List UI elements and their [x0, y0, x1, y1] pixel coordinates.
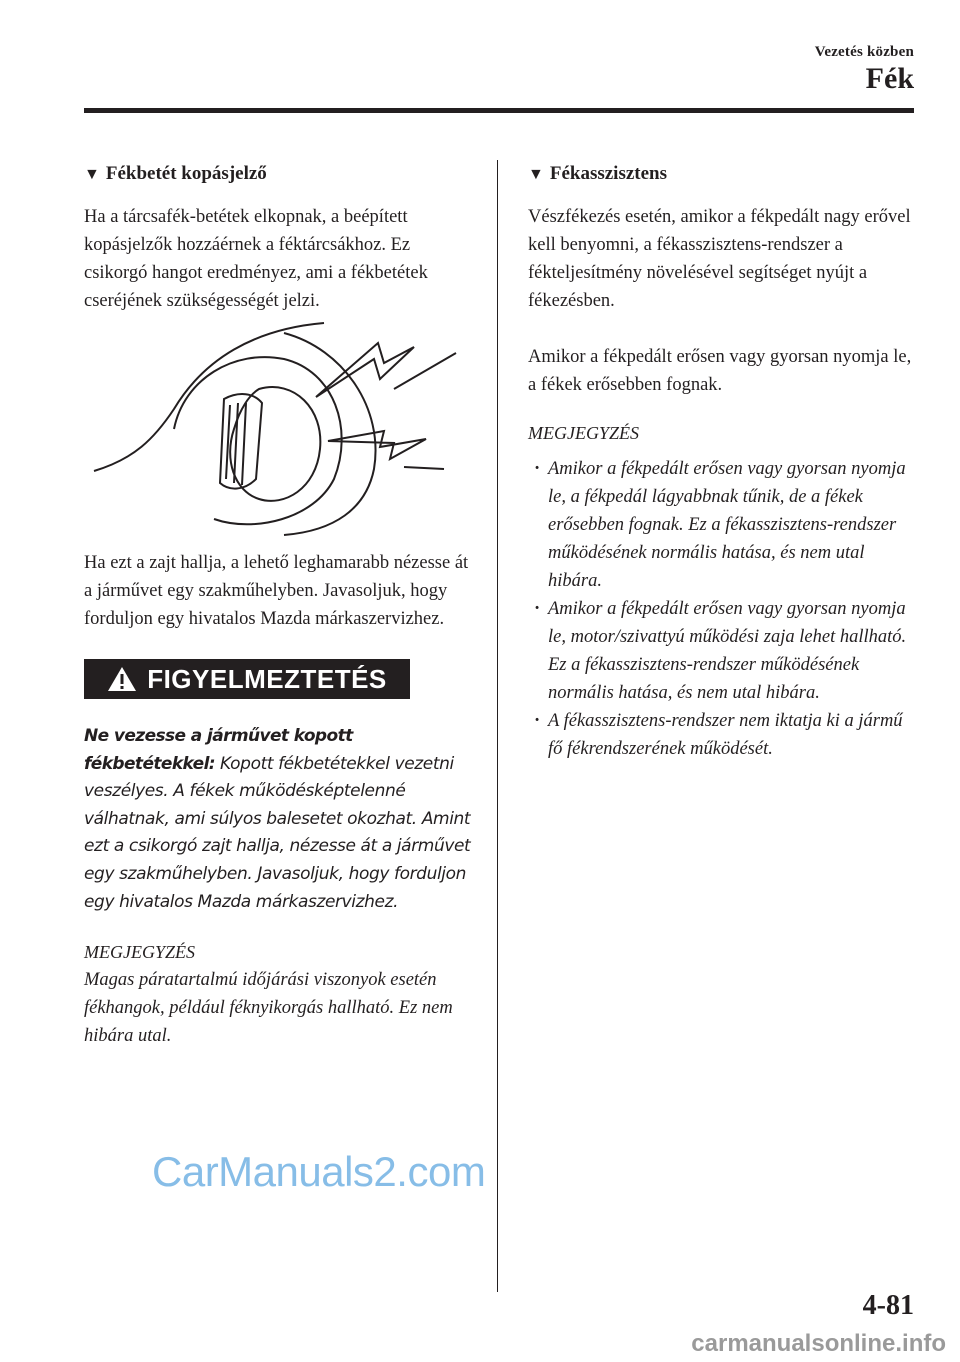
watermark: CarManuals2.com	[152, 1148, 486, 1195]
pad-wear-paragraph-1: Ha a tárcsafék-betétek elkopnak, a beépített kopásjelzők hozzáérnek a féktárcsákhoz. Ez csikorgó hangot eredményez, ami a fékbetétek cseréjének szükségességét jelzi.	[84, 207, 428, 311]
pad-wear-heading-text: Fékbetét kopásjelző	[105, 163, 267, 184]
warning-label: FIGYELMEZTETÉS	[147, 663, 387, 694]
chapter-label: Vezetés közben	[814, 44, 914, 60]
brake-assist-heading	[528, 160, 918, 189]
section-title: Fék	[865, 62, 914, 95]
warning-banner	[84, 659, 410, 699]
list-item: · Amikor a fékpedált erősen vagy gyorsan nyomja le, a fékpedál lágyabbnak tűnik, de a fékek erősebben fognak. Ez a fékasszisztens-rendszer működésének normális hatása, és nem utal hibára.	[528, 455, 918, 595]
page-number: 4-81	[862, 1290, 914, 1321]
warning-text	[84, 723, 476, 916]
warning-triangle-icon	[107, 666, 137, 692]
pad-wear-heading	[84, 160, 476, 189]
note-title-right: MEGJEGYZÉS	[528, 423, 639, 443]
triangle-down-icon: ▼	[84, 166, 100, 183]
note-title-left: MEGJEGYZÉS	[84, 942, 195, 963]
brake-assist-heading-text: Fékasszisztens	[549, 163, 667, 184]
list-item: · Amikor a fékpedált erősen vagy gyorsan nyomja le, motor/szivattyú működési zaja lehet hallható. Ez a fékasszisztens-rendszer működésének normális hatása, és nem utal hibára.	[528, 595, 918, 707]
list-item: · A fékasszisztens-rendszer nem iktatja ki a jármű fő fékrendszerének működését.	[528, 707, 918, 763]
footer-site-link[interactable]: carmanualsonline.info	[691, 1330, 946, 1357]
pad-wear-paragraph-2: Ha ezt a zajt hallja, a lehető leghamarabb nézesse át a járművet egy szakműhelyben. Javasoljuk, hogy forduljon egy hivatalos Mazda márkaszervizhez.	[84, 553, 469, 629]
brake-assist-paragraph-1: Vészfékezés esetén, amikor a fékpedált nagy erővel kell benyomni, a fékasszisztens-rendszer a fékteljesítmény növelésével segítséget nyújt a fékezésben.	[528, 207, 911, 311]
header-rule	[84, 108, 914, 113]
triangle-down-icon: ▼	[528, 166, 544, 183]
brake-wear-illustration	[84, 319, 476, 539]
right-column	[528, 160, 918, 763]
note-list	[528, 455, 918, 763]
brake-assist-paragraph-2: Amikor a fékpedált erősen vagy gyorsan nyomja le, a fékek erősebben fognak.	[528, 347, 912, 395]
note-text-left: Magas páratartalmú időjárási viszonyok esetén fékhangok, például féknyikorgás hallható. Ez nem hibára utal.	[84, 970, 453, 1047]
brake-disc-drawing	[84, 319, 476, 539]
column-divider	[497, 160, 498, 1292]
left-column	[84, 160, 476, 1050]
warning-body: Kopott fékbetétekkel vezetni veszélyes. A fékek működésképtelenné válhatnak, ami súlyos balesetet okozhat. Amint ezt a csikorgó zajt hallja, nézesse át a járművet egy szakműhelyben. Javasoljuk, hogy forduljon egy hivatalos Mazda márkaszervizhez.	[84, 753, 471, 912]
warning-lead: Ne vezesse a járművet kopott fékbetétekkel:	[84, 726, 353, 774]
